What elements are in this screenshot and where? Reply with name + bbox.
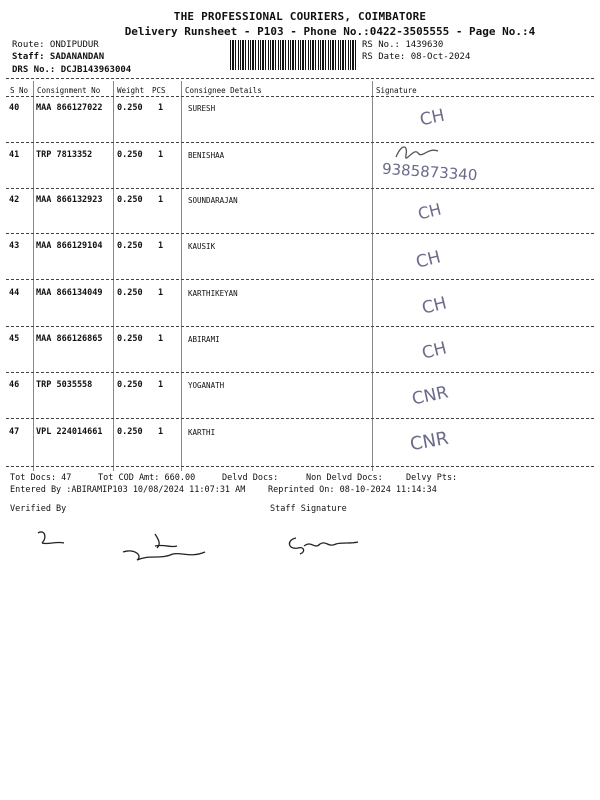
row-signature: CH bbox=[416, 199, 444, 224]
row-signature: CH bbox=[413, 247, 443, 273]
row-pcs: 1 bbox=[158, 241, 164, 251]
row-signature: CH bbox=[418, 105, 447, 131]
row-consignment: MAA 866127022 bbox=[36, 103, 103, 113]
col-header-signature: Signature bbox=[376, 86, 417, 95]
row-rule bbox=[6, 418, 594, 419]
col-header-weight: Weight bbox=[117, 86, 145, 95]
row-consignment: TRP 5035558 bbox=[36, 380, 93, 390]
row-sno: 46 bbox=[9, 380, 20, 390]
verifier-signature-scribble bbox=[115, 530, 210, 570]
row-consignee: ABIRAMI bbox=[188, 335, 220, 344]
row-pcs: 1 bbox=[158, 103, 164, 113]
column-divider bbox=[33, 81, 34, 471]
row-weight: 0.250 bbox=[117, 288, 143, 298]
drs-number: DRS No.: DCJB143963004 bbox=[12, 65, 132, 75]
row-sno: 43 bbox=[9, 241, 20, 251]
row-consignee: KARTHIKEYAN bbox=[188, 289, 238, 298]
row-pcs: 1 bbox=[158, 195, 164, 205]
rs-number: RS No.: 1439630 bbox=[362, 40, 444, 50]
row-weight: 0.250 bbox=[117, 150, 143, 160]
row-consignment: TRP 7813352 bbox=[36, 150, 93, 160]
row-consignee: YOGANATH bbox=[188, 381, 225, 390]
delivered-docs: Delvd Docs: bbox=[222, 473, 279, 483]
row-consignment: MAA 866134049 bbox=[36, 288, 103, 298]
row-consignment: VPL 224014661 bbox=[36, 427, 103, 437]
row-signature: CH bbox=[419, 293, 449, 319]
row-consignee: BENISHAA bbox=[188, 151, 225, 160]
column-divider bbox=[113, 81, 114, 471]
col-header-consignment: Consignment No bbox=[37, 86, 101, 95]
row-weight: 0.250 bbox=[117, 241, 143, 251]
entered-by: Entered By :ABIRAMIP103 10/08/2024 11:07:31 AM bbox=[10, 485, 246, 495]
delivery-points: Delvy Pts: bbox=[406, 473, 458, 483]
row-rule bbox=[6, 279, 594, 280]
table-bottom-rule bbox=[6, 466, 594, 467]
row-consignment: MAA 866129104 bbox=[36, 241, 103, 251]
staff-label: Staff: SADANANDAN bbox=[12, 52, 105, 62]
row-weight: 0.250 bbox=[117, 195, 143, 205]
col-header-pcs: PCS bbox=[152, 86, 166, 95]
row-pcs: 1 bbox=[158, 427, 164, 437]
row-weight: 0.250 bbox=[117, 380, 143, 390]
total-cod-amount: Tot COD Amt: 660.00 bbox=[98, 473, 196, 483]
row-weight: 0.250 bbox=[117, 103, 143, 113]
row-signature: 9385873340 bbox=[381, 159, 478, 185]
staff-signature-scribble bbox=[282, 530, 362, 558]
row-sno: 44 bbox=[9, 288, 20, 298]
company-title: THE PROFESSIONAL COURIERS, COIMBATORE bbox=[173, 10, 427, 23]
row-consignee: SOUNDARAJAN bbox=[188, 196, 238, 205]
row-weight: 0.250 bbox=[117, 334, 143, 344]
row-rule bbox=[6, 188, 594, 189]
verified-by-label: Verified By bbox=[10, 504, 67, 514]
route-label: Route: ONDIPUDUR bbox=[12, 40, 99, 50]
runsheet-subtitle: Delivery Runsheet - P103 - Phone No.:0422-3505555 - Page No.:4 bbox=[124, 25, 536, 38]
row-rule bbox=[6, 372, 594, 373]
row-consignee: SURESH bbox=[188, 104, 216, 113]
row-sno: 40 bbox=[9, 103, 20, 113]
row-rule bbox=[6, 142, 594, 143]
row-rule bbox=[6, 233, 594, 234]
barcode-image bbox=[230, 40, 356, 70]
row-pcs: 1 bbox=[158, 380, 164, 390]
col-header-consignee: Consignee Details bbox=[185, 86, 262, 95]
verifier-signature-scribble bbox=[30, 525, 70, 555]
row-consignment: MAA 866126865 bbox=[36, 334, 103, 344]
staff-signature-label: Staff Signature bbox=[270, 504, 347, 514]
row-signature: CNR bbox=[410, 382, 451, 410]
table-top-rule bbox=[6, 78, 594, 79]
row-pcs: 1 bbox=[158, 334, 164, 344]
column-divider bbox=[372, 81, 373, 471]
non-delivered-docs: Non Delvd Docs: bbox=[306, 473, 383, 483]
rs-date: RS Date: 08-Oct-2024 bbox=[362, 52, 471, 62]
row-consignee: KAUSIK bbox=[188, 242, 216, 251]
row-pcs: 1 bbox=[158, 288, 164, 298]
header-rule bbox=[6, 96, 594, 97]
row-rule bbox=[6, 326, 594, 327]
row-signature: CH bbox=[419, 338, 449, 364]
column-divider bbox=[181, 81, 182, 471]
row-weight: 0.250 bbox=[117, 427, 143, 437]
row-signature: CNR bbox=[408, 427, 451, 456]
row-consignee: KARTHI bbox=[188, 428, 216, 437]
col-header-sno: S No bbox=[10, 86, 29, 95]
row-sno: 41 bbox=[9, 150, 20, 160]
reprinted-on: Reprinted On: 08-10-2024 11:14:34 bbox=[268, 485, 437, 495]
row-pcs: 1 bbox=[158, 150, 164, 160]
row-sno: 47 bbox=[9, 427, 20, 437]
row-sno: 45 bbox=[9, 334, 20, 344]
total-docs: Tot Docs: 47 bbox=[10, 473, 72, 483]
row-sno: 42 bbox=[9, 195, 20, 205]
row-consignment: MAA 866132923 bbox=[36, 195, 103, 205]
